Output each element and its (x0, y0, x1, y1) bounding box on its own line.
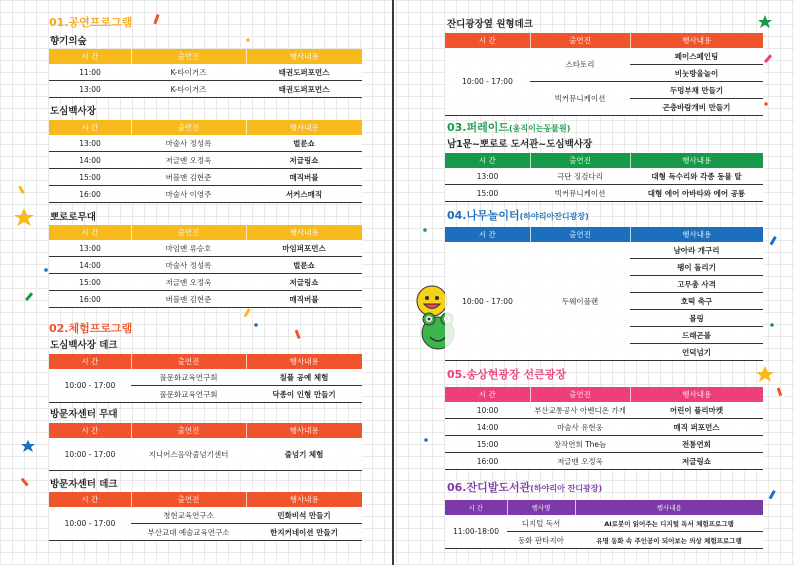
table-row (445, 419, 763, 436)
cell-event: 디지털 독서 (507, 515, 575, 532)
cell-performer: 마술사 정성록 (131, 135, 246, 152)
section-title-experience: 02.체험프로그램 (49, 322, 133, 335)
table-row (445, 436, 763, 453)
cell-performer: 버블맨 김현준 (131, 169, 246, 186)
section-title-main: 06.잔디발도서관 (447, 481, 531, 494)
cell-performer: 부산교통공사 아벤디온 가게 (530, 402, 630, 419)
cell-content: 고무총 사격 (630, 276, 763, 293)
table-row (445, 402, 763, 419)
cell-performer: 두웨이플랜 (530, 242, 630, 361)
section-title-playground (447, 207, 589, 223)
cell-content: 호떡 축구 (630, 293, 763, 310)
cell-performer: K-타이거즈 (131, 81, 246, 98)
header-content: 행사내용 (630, 387, 763, 402)
cell-time: 15:00 (49, 169, 131, 186)
cell-content: 대형 독수리와 각종 동물 탈 (630, 168, 763, 185)
cell-content: 매직버블 (246, 291, 362, 308)
section-title-parade (447, 119, 570, 135)
cell-performer: 풀문화교육연구회 (131, 386, 246, 403)
venue-title: 도심백사장 (50, 106, 96, 117)
header-performer: 출연진 (131, 354, 246, 369)
schedule-table-visitor-deck (49, 492, 362, 541)
table-row (49, 274, 362, 291)
cell-performer: 스타토리 (530, 48, 630, 82)
section-title-sub: (움직이는동물원) (509, 124, 571, 133)
cell-time: 16:00 (445, 453, 530, 470)
cell-content: 비눗방울놀이 (630, 65, 763, 82)
cell-time: 16:00 (49, 291, 131, 308)
cell-content: 저글링쇼 (630, 453, 763, 470)
cell-content: 대형 에어 아바타와 에어 공룡 (630, 185, 763, 202)
cell-content: 민화비석 만들기 (246, 507, 362, 524)
table-row (49, 169, 362, 186)
header-performer: 출연진 (131, 120, 246, 135)
cell-content: 벌룬쇼 (246, 257, 362, 274)
header-time: 시 간 (49, 354, 131, 369)
header-time: 시 간 (49, 492, 131, 507)
table-row (445, 515, 763, 532)
schedule-table-hyanggi (49, 49, 362, 98)
venue-title: 도심백사장 데크 (50, 340, 118, 351)
table-row (49, 64, 362, 81)
cell-time: 10:00 (445, 402, 530, 419)
cell-performer: 청현교육연구소 (131, 507, 246, 524)
cell-content: 드래곤볼 (630, 327, 763, 344)
header-time: 시 간 (445, 33, 530, 48)
cell-content: 서커스매직 (246, 186, 362, 203)
cell-performer: K-타이거즈 (131, 64, 246, 81)
header-time: 시 간 (445, 387, 530, 402)
table-row (49, 135, 362, 152)
header-performer: 출연진 (530, 153, 630, 168)
table-row (49, 291, 362, 308)
schedule-table-square (445, 387, 763, 470)
cell-content: 전통연희 (630, 436, 763, 453)
cell-time: 11:00 (49, 64, 131, 81)
header-time: 시 간 (49, 49, 131, 64)
header-time: 시 간 (445, 500, 507, 515)
cell-content: AI로봇이 읽어주는 디지털 독서 체험프로그램 (575, 515, 763, 532)
header-time: 시 간 (49, 225, 131, 240)
section-title-library (447, 479, 602, 495)
header-content: 행사내용 (630, 153, 763, 168)
cell-time: 13:00 (49, 81, 131, 98)
cell-content: 곤충바람개비 만들기 (630, 99, 763, 116)
table-row (445, 185, 763, 202)
cell-time: 14:00 (49, 257, 131, 274)
cell-performer: 지니어스음악줄넘기센터 (131, 438, 246, 471)
table-row (49, 186, 362, 203)
header-time: 시 간 (445, 153, 530, 168)
cell-time: 10:00 - 17:00 (445, 48, 530, 116)
cell-content: 매직 퍼포먼스 (630, 419, 763, 436)
cell-content: 저글링쇼 (246, 152, 362, 169)
cell-performer: 빅커뮤니케이션 (530, 185, 630, 202)
header-performer: 출연진 (131, 225, 246, 240)
cell-performer: 극단 징검다리 (530, 168, 630, 185)
cell-performer: 저글맨 오정욱 (131, 274, 246, 291)
cell-time: 14:00 (445, 419, 530, 436)
table-row (445, 48, 763, 65)
cell-time: 13:00 (49, 240, 131, 257)
header-event: 행사명 (507, 500, 575, 515)
table-row (49, 369, 362, 386)
cell-time: 14:00 (49, 152, 131, 169)
cell-content: 볼링 (630, 310, 763, 327)
cell-time: 13:00 (49, 135, 131, 152)
cell-content: 매직버블 (246, 169, 362, 186)
header-content: 행사내용 (246, 354, 362, 369)
header-content: 행사내용 (575, 500, 763, 515)
header-performer: 출연진 (530, 387, 630, 402)
schedule-table-dosim (49, 120, 362, 203)
venue-title: 향기의숲 (50, 36, 87, 47)
header-performer: 출연진 (131, 492, 246, 507)
table-row (49, 257, 362, 274)
cell-time: 10:00 - 17:00 (49, 507, 131, 541)
cell-performer: 저글맨 오정욱 (530, 453, 630, 470)
cell-time: 11:00-18:00 (445, 515, 507, 549)
cell-performer: 마술사 이영주 (131, 186, 246, 203)
schedule-table-round-deck (445, 33, 763, 116)
cell-time: 13:00 (445, 168, 530, 185)
cell-performer: 빅커뮤니케이션 (530, 82, 630, 116)
cell-content: 태권도퍼포먼스 (246, 81, 362, 98)
section-title-sub: (하야리아 잔디광장) (530, 484, 603, 493)
cell-performer: 마술사 유현웅 (530, 419, 630, 436)
cell-content: 페이스페인팅 (630, 48, 763, 65)
cell-content: 남아라 개구리 (630, 242, 763, 259)
cell-content: 언덕넘기 (630, 344, 763, 361)
header-content: 행사내용 (630, 33, 763, 48)
cell-content: 마임퍼포먼스 (246, 240, 362, 257)
cell-time: 15:00 (49, 274, 131, 291)
section-title-sub: (하야리아잔디광장) (519, 212, 589, 221)
cell-content: 어린이 플리마켓 (630, 402, 763, 419)
header-content: 행사내용 (246, 492, 362, 507)
header-content: 행사내용 (246, 423, 362, 438)
venue-title: 뽀로로무대 (50, 212, 96, 223)
section-title-performance: 01.공연프로그램 (49, 16, 133, 29)
header-performer: 출연진 (131, 423, 246, 438)
header-content: 행사내용 (246, 49, 362, 64)
cell-time: 10:00 - 17:00 (49, 369, 131, 403)
schedule-table-library (445, 500, 763, 549)
cell-content: 칠플 공예 체험 (246, 369, 362, 386)
section-title-main: 04.나무놀이터 (447, 209, 520, 222)
schedule-table-visitor-stage (49, 423, 362, 471)
table-row (49, 240, 362, 257)
schedule-table-dosim-deck (49, 354, 362, 403)
header-performer: 출연진 (530, 33, 630, 48)
cell-content: 두멍부채 만들기 (630, 82, 763, 99)
venue-title: 잔디광장옆 원형데크 (447, 19, 533, 30)
schedule-table-pororo (49, 225, 362, 308)
header-performer: 출연진 (131, 49, 246, 64)
cell-performer: 버블맨 김현준 (131, 291, 246, 308)
cell-time: 15:00 (445, 185, 530, 202)
table-row (49, 152, 362, 169)
venue-title: 남1문~뽀로로 도서관~도심백사장 (447, 139, 593, 150)
cell-performer: 부산교대 예술교육연구소 (131, 524, 246, 541)
cell-content: 한지커네이션 만들기 (246, 524, 362, 541)
cell-content: 닥종이 인형 만들기 (246, 386, 362, 403)
cell-content: 줄넘기 체험 (246, 438, 362, 471)
cell-content: 팽이 돌리기 (630, 259, 763, 276)
header-performer: 출연진 (530, 227, 630, 242)
cell-content: 태권도퍼포먼스 (246, 64, 362, 81)
schedule-table-parade (445, 153, 763, 202)
table-row (445, 453, 763, 470)
cell-content: 벌룬쇼 (246, 135, 362, 152)
header-time: 시 간 (49, 120, 131, 135)
cell-performer: 창작연희 The늠 (530, 436, 630, 453)
schedule-table-playground (445, 227, 763, 361)
cell-time: 16:00 (49, 186, 131, 203)
cell-content: 저글링쇼 (246, 274, 362, 291)
cell-performer: 마임맨 류승호 (131, 240, 246, 257)
table-row (49, 438, 362, 471)
header-time: 시 간 (445, 227, 530, 242)
cell-event: 동화 판타지아 (507, 532, 575, 549)
section-title-square: 05.송상현광장 선큰광장 (447, 368, 566, 381)
cell-content: 유명 동화 속 주인공이 되어보는 의상 체험프로그램 (575, 532, 763, 549)
header-content: 행사내용 (246, 120, 362, 135)
venue-title: 방문자센터 무대 (50, 409, 118, 420)
table-row (49, 507, 362, 524)
cell-time: 10:00 - 17:00 (445, 242, 530, 361)
header-content: 행사내용 (630, 227, 763, 242)
table-row (49, 81, 362, 98)
section-title-main: 03.퍼레이드 (447, 121, 509, 134)
cell-performer: 풀문화교육연구회 (131, 369, 246, 386)
cell-performer: 마술사 정성록 (131, 257, 246, 274)
header-content: 행사내용 (246, 225, 362, 240)
cell-time: 10:00 - 17:00 (49, 438, 131, 471)
table-row (445, 168, 763, 185)
header-time: 시 간 (49, 423, 131, 438)
table-row (445, 242, 763, 259)
cell-performer: 저글맨 오정욱 (131, 152, 246, 169)
cell-time: 15:00 (445, 436, 530, 453)
venue-title: 방문자센터 데크 (50, 479, 118, 490)
